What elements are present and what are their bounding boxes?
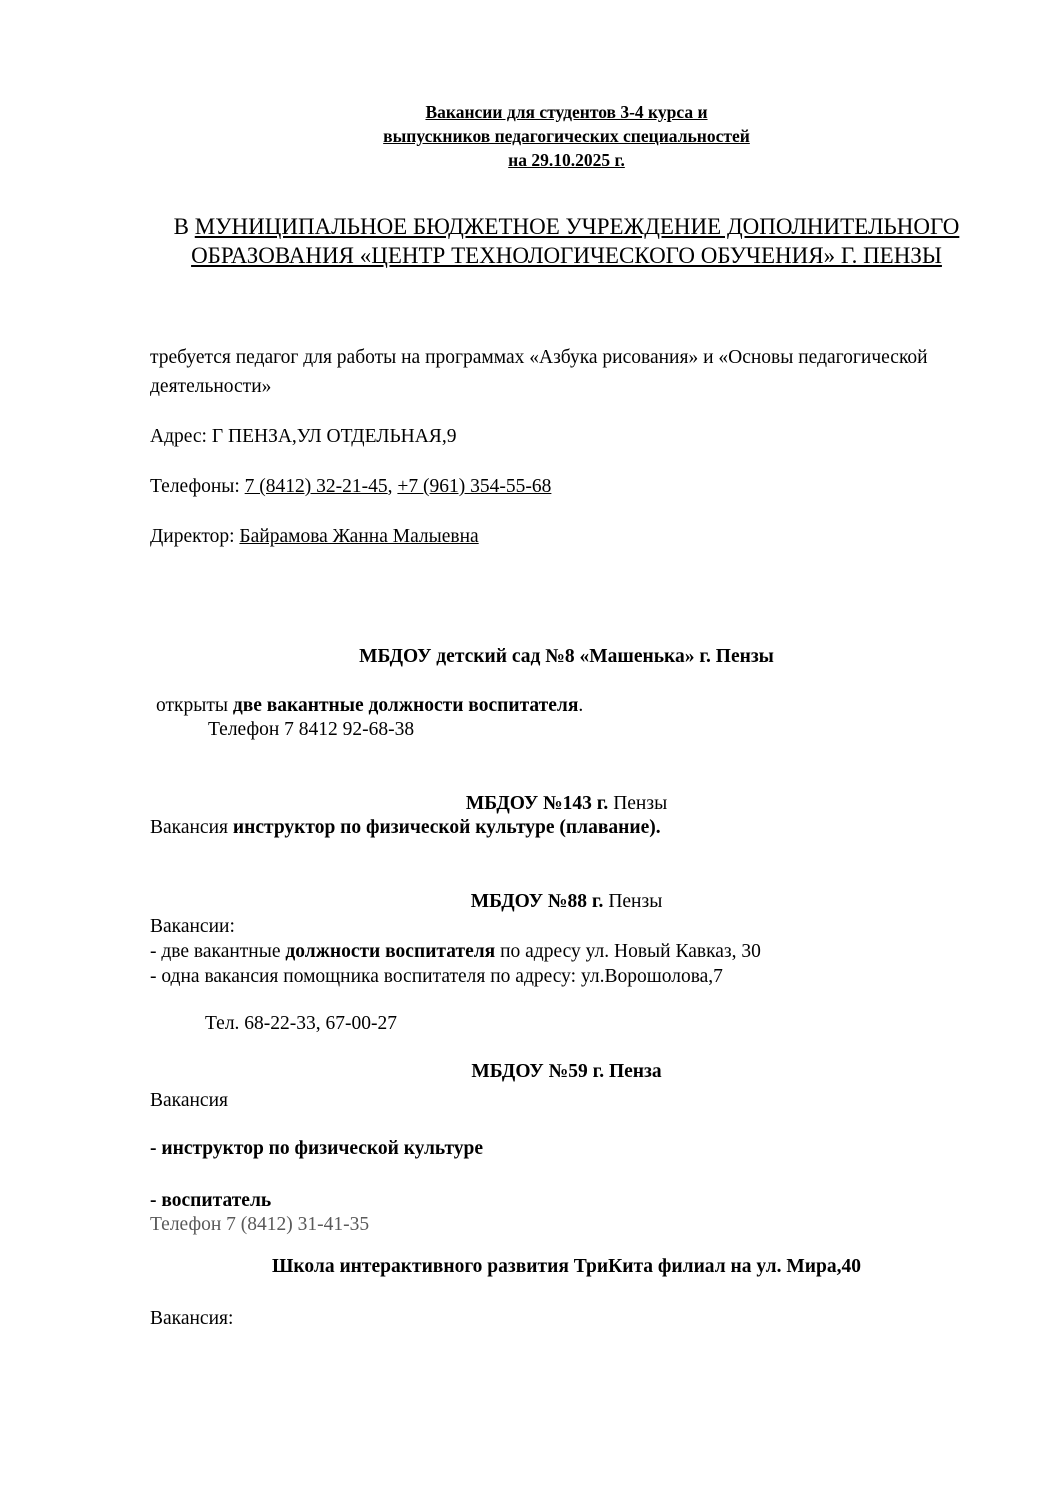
heading-regular-part: Пензы <box>603 891 663 912</box>
address-label: Адрес: <box>150 426 212 447</box>
item-bold-text: должности воспитателя <box>285 941 496 962</box>
kindergarten-8-phone: Телефон 7 8412 92-68-38 <box>208 719 415 740</box>
vacancy-suffix: . <box>578 695 584 716</box>
phone-number-1: 7 (8412) 32-21-45 <box>244 476 388 497</box>
item-prefix: - две вакантные <box>150 941 286 962</box>
phone-number-2: +7 (961) 354-55-68 <box>397 476 552 497</box>
vacancy-prefix: Вакансия <box>150 817 233 838</box>
organization-title <box>150 212 983 270</box>
document-header <box>150 100 983 172</box>
kindergarten-8-vacancy-line <box>150 694 983 718</box>
mbdou-88-phone: Тел. 68-22-33, 67-00-27 <box>205 1013 398 1034</box>
document-header-line2: выпускников педагогических специальностей <box>383 126 750 146</box>
phones-separator: , <box>387 476 398 497</box>
cto-director-line <box>150 522 983 551</box>
section-heading-mbdou-88 <box>150 890 983 914</box>
organization-title-name: МУНИЦИПАЛЬНОЕ БЮДЖЕТНОЕ УЧРЕЖДЕНИЕ ДОПОЛНИТЕЛЬНОГО ОБРАЗОВАНИЯ «ЦЕНТР ТЕХНОЛОГИЧЕСКОГО ОБУЧЕНИЯ» Г. ПЕНЗЫ <box>191 214 960 268</box>
document-header-date: на 29.10.2025 г. <box>508 150 625 170</box>
cto-phones-line <box>150 472 983 501</box>
vacancy-prefix: открыты <box>156 695 233 716</box>
mbdou-59-vacancy-item-1: - инструктор по физической культуре <box>150 1138 484 1159</box>
trikita-vacancy-label: Вакансия: <box>150 1308 234 1329</box>
vacancy-bold-text: две вакантные должности воспитателя <box>232 695 579 716</box>
heading-regular-part: Пензы <box>608 793 668 814</box>
director-label: Директор: <box>150 526 240 547</box>
section-heading-mbdou-59: МБДОУ №59 г. Пенза <box>471 1061 662 1082</box>
mbdou-59-vacancy-label: Вакансия <box>150 1090 228 1111</box>
mbdou-59-phone: Телефон 7 (8412) 31-41-35 <box>150 1214 370 1235</box>
mbdou-88-vacancy-item-1 <box>150 939 983 964</box>
section-heading-mbdou-143 <box>150 792 983 816</box>
mbdou-59-vacancy-item-2: - воспитатель <box>150 1190 272 1211</box>
vacancy-bold-text: инструктор по физической культуре (плавание). <box>232 817 661 838</box>
document-header-line1: Вакансии для студентов 3-4 курса и <box>425 102 708 122</box>
cto-vacancy-description: требуется педагог для работы на программах «Азбука рисования» и «Основы педагогической деятельности» <box>150 347 928 397</box>
cto-address-line <box>150 422 983 451</box>
mbdou-88-vacancy-item-2: - одна вакансия помощника воспитателя по адресу: ул.Ворошолова,7 <box>150 966 723 987</box>
mbdou-88-vacancies-label: Вакансии: <box>150 916 235 937</box>
section-heading-kindergarten-8: МБДОУ детский сад №8 «Машенька» г. Пензы <box>359 646 774 667</box>
address-value: Г ПЕНЗА,УЛ ОТДЕЛЬНАЯ,9 <box>211 426 457 447</box>
heading-bold-part: МБДОУ №88 г. <box>470 891 604 912</box>
director-name: Байрамова Жанна Малыевна <box>239 526 479 547</box>
organization-title-prefix: В <box>173 214 195 239</box>
heading-bold-part: МБДОУ №143 г. <box>465 793 609 814</box>
phones-label: Телефоны: <box>150 476 245 497</box>
item-suffix: по адресу ул. Новый Кавказ, 30 <box>495 941 761 962</box>
section-heading-trikita: Школа интерактивного развития ТриКита филиал на ул. Мира,40 <box>272 1256 861 1277</box>
mbdou-143-vacancy-line <box>150 816 983 840</box>
